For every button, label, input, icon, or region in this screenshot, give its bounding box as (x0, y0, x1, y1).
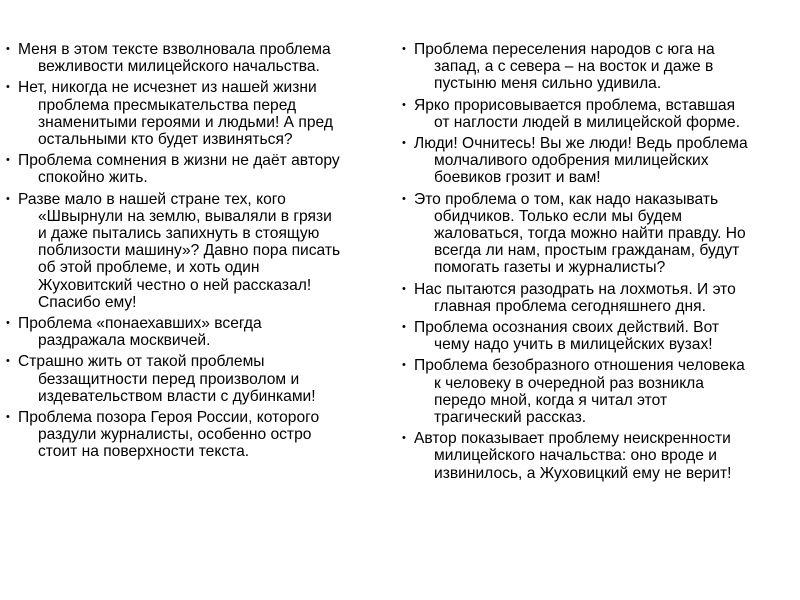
list-item (6, 353, 386, 405)
list-item-text: Нет, никогда не исчезнет из нашей жизни проблема пресмыкательства перед знаменитыми героями и людьми! А пред остальными кто будет извиняться? (18, 79, 333, 149)
bullet-icon: • (402, 432, 406, 445)
bullet-icon: • (6, 317, 10, 330)
list-item (402, 357, 790, 426)
left-bullet-list (6, 41, 386, 461)
list-item (6, 315, 386, 349)
list-item-text: Проблема позора Героя России, которого раздули журналисты, особенно остро стоит на поверхности текста. (18, 409, 320, 461)
bullet-icon: • (6, 43, 10, 55)
list-item-text: Проблема безобразного отношения человека к человеку в очередной раз возникла передо мной, когда я читал этот трагический рассказ. (414, 357, 745, 427)
list-item-text: Ярко прорисовывается проблема, вставшая от наглости людей в милицейской форме. (414, 96, 741, 131)
bullet-icon: • (6, 192, 10, 205)
list-item-text: Проблема осознания своих действий. Вот чему надо учить в милицейских вузах! (414, 319, 720, 354)
bullet-icon: • (402, 359, 406, 372)
bullet-icon: • (6, 355, 10, 368)
list-item-text: Меня в этом тексте взволновала проблема вежливости милицейского начальства. (18, 41, 331, 76)
list-item-text: Проблема переселения народов с юга на запад, а с севера – на восток и даже в пустыню меня сильно удивила. (414, 41, 715, 93)
bullet-icon: • (402, 282, 406, 295)
bullet-icon: • (402, 192, 406, 205)
list-item-text: Автор показывает проблему неискренности милицейского начальства: оно вроде и извинилось, а Жуховицкий ему не верит! (414, 430, 732, 482)
list-item (6, 409, 386, 461)
left-column (6, 41, 386, 465)
list-item-text: Разве мало в нашей стране тех, кого «Швырнули на землю, вываляли в грязи и даже пытались запихнуть в стоящую поблизости машину»? Давно пора писать об этой проблеме, и хоть один Жуховитский честно о ней рассказал! Спасибо ему! (18, 190, 341, 311)
list-item (402, 191, 790, 277)
list-item (402, 135, 790, 187)
list-item (6, 79, 386, 148)
list-item (6, 191, 386, 311)
list-item (6, 41, 386, 75)
bullet-icon: • (402, 137, 406, 150)
list-item (6, 152, 386, 186)
list-item-text: Проблема сомнения в жизни не даёт автору спокойно жить. (18, 152, 340, 187)
list-item-text: Проблема «понаехавших» всегда раздражала москвичей. (18, 315, 262, 350)
bullet-icon: • (402, 43, 406, 55)
right-column (402, 41, 790, 486)
right-bullet-list (402, 41, 790, 482)
list-item-text: Страшно жить от такой проблемы беззащитности перед произволом и издевательством власти с дубинками! (18, 353, 316, 405)
list-item-text: Нас пытаются разодрать на лохмотья. И это главная проблема сегодняшнего дня. (414, 280, 736, 315)
bullet-icon: • (6, 154, 10, 167)
list-item (402, 430, 790, 482)
list-item-text: Люди! Очнитесь! Вы же люди! Ведь проблема молчаливого одобрения милицейских боевиков грозит и вам! (414, 135, 748, 187)
list-item (402, 97, 790, 131)
list-item-text: Это проблема о том, как надо наказывать обидчиков. Только если мы будем жаловаться, тогда можно найти правду. Но всегда ли нам, простым гражданам, будут помогать газеты и журналисты? (414, 190, 746, 277)
bullet-icon: • (6, 81, 10, 94)
list-item (402, 319, 790, 353)
list-item (402, 41, 790, 93)
list-item (402, 281, 790, 315)
bullet-icon: • (6, 411, 10, 424)
bullet-icon: • (402, 98, 406, 111)
bullet-icon: • (402, 321, 406, 334)
